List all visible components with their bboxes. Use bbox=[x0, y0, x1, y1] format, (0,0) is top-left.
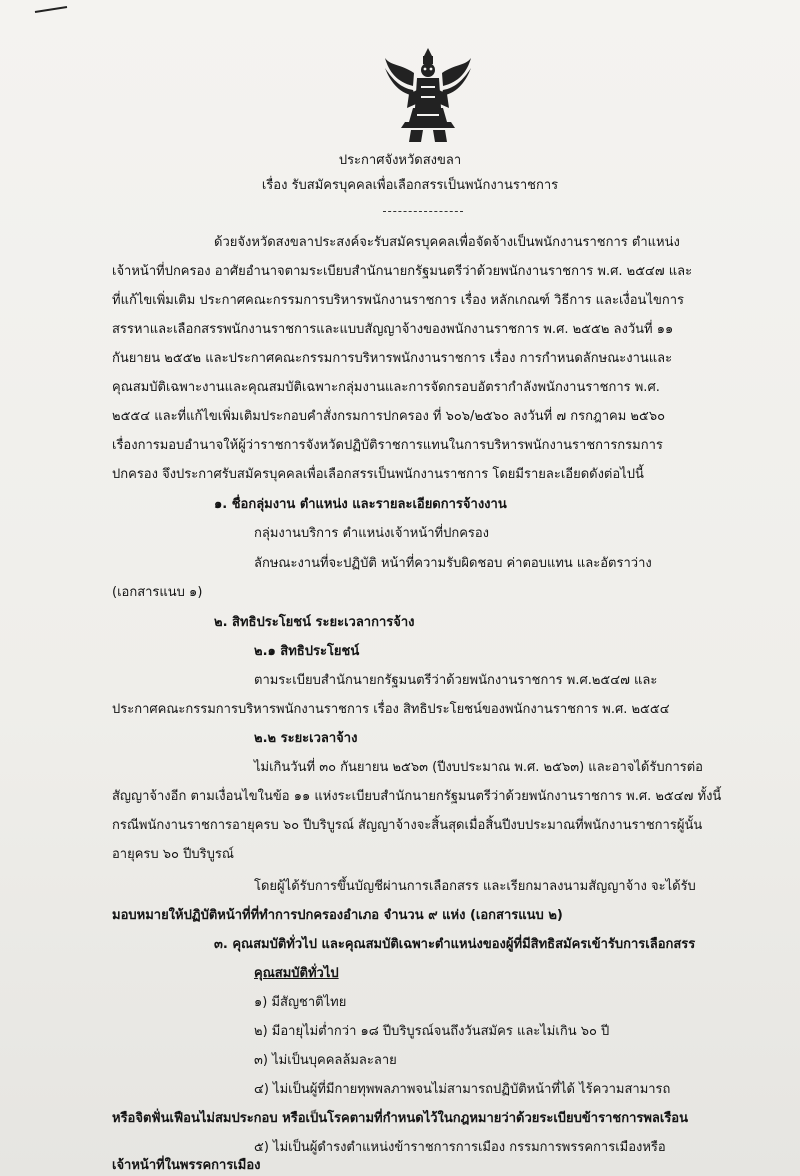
section-2-heading: ๒. สิทธิประโยชน์ ระยะเวลาการจ้าง bbox=[214, 615, 415, 630]
qualification-item: ๑) มีสัญชาติไทย bbox=[254, 995, 347, 1010]
section-2-2-heading: ๒.๒ ระยะเวลาจ้าง bbox=[254, 731, 358, 746]
intro-line: ด้วยจังหวัดสงขลาประสงค์จะรับสมัครบุคคลเพื่อจัดจ้างเป็นพนักงานราชการ ตำแหน่ง bbox=[214, 235, 680, 250]
section-2-1-line: ตามระเบียบสำนักนายกรัฐมนตรีว่าด้วยพนักงานราชการ พ.ศ.๒๕๔๗ และ bbox=[254, 673, 658, 688]
pen-stroke-mark bbox=[34, 6, 68, 14]
section-2-paragraph-line: โดยผู้ได้รับการขึ้นบัญชีผ่านการเลือกสรร และเรียกมาลงนามสัญญาจ้าง จะได้รับ bbox=[254, 879, 696, 894]
qualification-item-continued: หรือจิตฟั่นเฟือนไม่สมประกอบ หรือเป็นโรคตามที่กำหนดไว้ในกฎหมายว่าด้วยระเบียบข้าราชการพลเรือน bbox=[112, 1111, 689, 1126]
qualification-item: ๔) ไม่เป็นผู้ที่มีกายทุพพลภาพจนไม่สามารถปฏิบัติหน้าที่ได้ ไร้ความสามารถ bbox=[254, 1082, 671, 1097]
section-2-2-line: สัญญาจ้างอีก ตามเงื่อนไขในข้อ ๑๑ แห่งระเบียบสำนักนายกรัฐมนตรีว่าด้วยพนักงานราชการ พ.ศ. ๒๕๔๗ ทั้งนี้ bbox=[112, 789, 722, 804]
qualification-item: ๕) ไม่เป็นผู้ดำรงตำแหน่งข้าราชการการเมือง กรรมการพรรคการเมืองหรือ bbox=[254, 1140, 666, 1155]
section-1-line: กลุ่มงานบริการ ตำแหน่งเจ้าหน้าที่ปกครอง bbox=[254, 526, 490, 541]
section-2-1-heading: ๒.๑ สิทธิประโยชน์ bbox=[254, 644, 360, 659]
qualification-item: ๒) มีอายุไม่ต่ำกว่า ๑๘ ปีบริบูรณ์จนถึงวันสมัคร และไม่เกิน ๖๐ ปี bbox=[254, 1024, 610, 1039]
section-2-2-line: ไม่เกินวันที่ ๓๐ กันยายน ๒๕๖๓ (ปีงบประมาณ พ.ศ. ๒๕๖๓) และอาจได้รับการต่อ bbox=[254, 760, 703, 775]
section-2-1-line: ประกาศคณะกรรมการบริหารพนักงานราชการ เรื่อง สิทธิประโยชน์ของพนักงานราชการ พ.ศ. ๒๕๕๔ bbox=[112, 702, 670, 717]
intro-line: กันยายน ๒๕๕๒ และประกาศคณะกรรมการบริหารพนักงานราชการ เรื่อง การกำหนดลักษณะงานและ bbox=[112, 351, 673, 366]
intro-line: สรรหาและเลือกสรรพนักงานราชการและแบบสัญญาจ้างของพนักงานราชการ พ.ศ. ๒๕๕๒ ลงวันที่ ๑๑ bbox=[112, 322, 674, 337]
document-subject: เรื่อง รับสมัครบุคคลเพื่อเลือกสรรเป็นพนักงานราชการ bbox=[261, 178, 559, 193]
intro-line: คุณสมบัติเฉพาะงานและคุณสมบัติเฉพาะกลุ่มงานและการจัดกรอบอัตรากำลังพนักงานราชการ พ.ศ. bbox=[112, 380, 660, 395]
section-2-paragraph-line: มอบหมายให้ปฏิบัติหน้าที่ที่ทำการปกครองอำเภอ จำนวน ๙ แห่ง (เอกสารแนบ ๒) bbox=[112, 908, 563, 923]
document-title: ประกาศจังหวัดสงขลา bbox=[338, 153, 462, 168]
qualification-item-continued: เจ้าหน้าที่ในพรรคการเมือง bbox=[112, 1158, 261, 1173]
general-qualifications-heading: คุณสมบัติทั่วไป bbox=[254, 966, 339, 981]
qualification-item: ๓) ไม่เป็นบุคคลล้มละลาย bbox=[254, 1053, 397, 1068]
intro-line: เรื่องการมอบอำนาจให้ผู้ว่าราชการจังหวัดปฏิบัติราชการแทนในการบริหารพนักงานราชการกรมการ bbox=[112, 438, 663, 453]
intro-line: ปกครอง จึงประกาศรับสมัครบุคคลเพื่อเลือกสรรเป็นพนักงานราชการ โดยมีรายละเอียดดังต่อไปนี้ bbox=[112, 467, 644, 482]
garuda-emblem-icon bbox=[383, 46, 473, 146]
section-1-line: (เอกสารแนบ ๑) bbox=[112, 585, 203, 600]
intro-line: ๒๕๕๔ และที่แก้ไขเพิ่มเติมประกอบคำสั่งกรมการปกครอง ที่ ๖๐๖/๒๕๖๐ ลงวันที่ ๗ กรกฎาคม ๒๕๖๐ bbox=[112, 409, 666, 424]
section-1-heading: ๑. ชื่อกลุ่มงาน ตำแหน่ง และรายละเอียดการจ้างงาน bbox=[214, 497, 507, 512]
section-3-heading: ๓. คุณสมบัติทั่วไป และคุณสมบัติเฉพาะตำแหน่งของผู้ที่มีสิทธิสมัครเข้ารับการเลือกสรร bbox=[214, 937, 696, 952]
section-2-2-line: กรณีพนักงานราชการอายุครบ ๖๐ ปีบริบูรณ์ สัญญาจ้างจะสิ้นสุดเมื่อสิ้นปีงบประมาณที่พนักงานราชการผู้นั้น bbox=[112, 818, 703, 833]
intro-line: เจ้าหน้าที่ปกครอง อาศัยอำนาจตามระเบียบสำนักนายกรัฐมนตรีว่าด้วยพนักงานราชการ พ.ศ. ๒๕๔๗ และ bbox=[112, 264, 693, 279]
intro-line: ที่แก้ไขเพิ่มเติม ประกาศคณะกรรมการบริหารพนักงานราชการ เรื่อง หลักเกณฑ์ วิธีการ และเงื่อนไขการ bbox=[112, 293, 685, 308]
title-separator bbox=[383, 211, 463, 212]
section-2-2-line: อายุครบ ๖๐ ปีบริบูรณ์ bbox=[112, 847, 234, 862]
section-1-line: ลักษณะงานที่จะปฏิบัติ หน้าที่ความรับผิดชอบ ค่าตอบแทน และอัตราว่าง bbox=[254, 556, 652, 571]
